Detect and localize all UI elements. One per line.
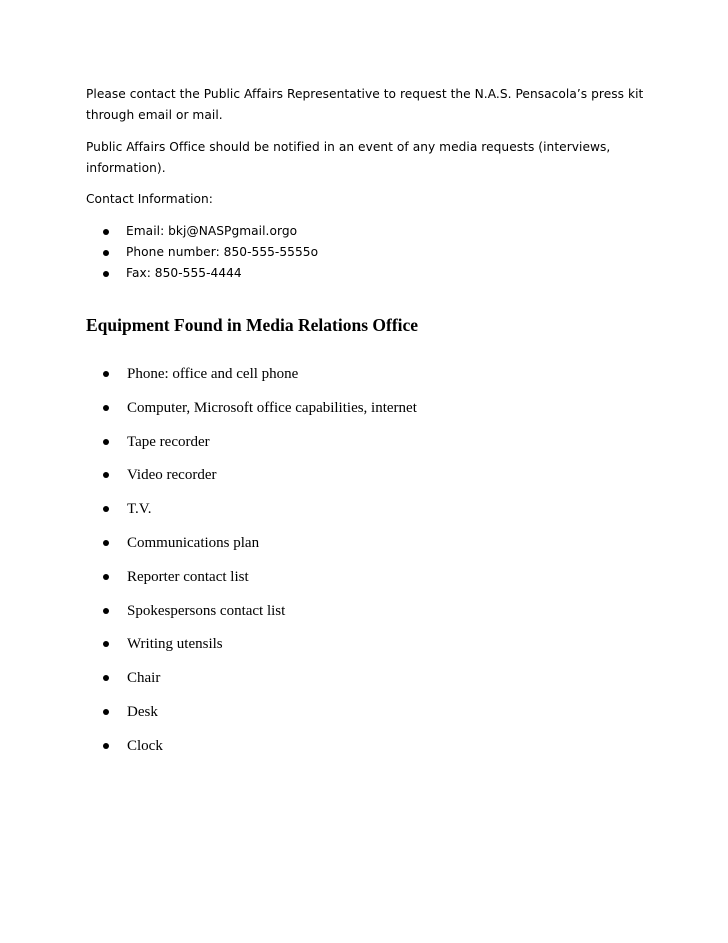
list-item (86, 532, 417, 566)
bullet-icon (103, 405, 109, 411)
list-item-text: Video recorder (127, 467, 217, 484)
list-item (86, 397, 417, 431)
list-item (86, 498, 417, 532)
bullet-icon (103, 250, 109, 256)
bullet-icon (103, 229, 109, 235)
press-kit-paragraph: Please contact the Public Affairs Representative to request the N.A.S. Pensacola’s press kit through email or mail. (86, 87, 644, 122)
bullet-icon (103, 439, 109, 445)
contact-information-label: Contact Information: (86, 192, 213, 206)
bullet-icon (103, 371, 109, 377)
bullet-icon (103, 271, 109, 277)
bullet-icon (103, 641, 109, 647)
bullet-icon (103, 506, 109, 512)
bullet-icon (103, 608, 109, 614)
bullet-icon (103, 743, 109, 749)
list-item (86, 735, 417, 769)
list-item-text: Clock (127, 737, 163, 754)
contact-phone-text: Phone number: 850-555-5555o (126, 245, 319, 259)
equipment-heading: Equipment Found in Media Relations Office (86, 315, 419, 335)
list-item (86, 633, 417, 667)
list-item (86, 701, 417, 735)
contact-fax-item (86, 263, 318, 284)
list-item-text: T.V. (127, 501, 152, 518)
list-item-text: Computer, Microsoft office capabilities, internet (127, 399, 417, 416)
bullet-icon (103, 709, 109, 715)
list-item (86, 363, 417, 397)
equipment-list (86, 363, 417, 769)
list-item (86, 667, 417, 701)
list-item (86, 464, 417, 498)
list-item-text: Tape recorder (127, 433, 210, 450)
contact-email-item (86, 221, 318, 242)
contact-list (86, 221, 318, 284)
contact-fax-text: Fax: 850-555-4444 (126, 266, 242, 280)
list-item-text: Reporter contact list (127, 568, 249, 585)
list-item (86, 431, 417, 465)
list-item-text: Chair (127, 670, 161, 687)
bullet-icon (103, 675, 109, 681)
list-item-text: Phone: office and cell phone (127, 366, 299, 382)
list-item-text: Communications plan (127, 534, 260, 551)
list-item-text: Writing utensils (127, 636, 223, 653)
bullet-icon (103, 540, 109, 546)
list-item (86, 566, 417, 600)
bullet-icon (103, 472, 109, 478)
bullet-icon (103, 574, 109, 580)
list-item (86, 600, 417, 634)
list-item-text: Desk (127, 703, 158, 720)
contact-email-text: Email: bkj@NASPgmail.orgo (126, 224, 298, 238)
media-requests-paragraph: Public Affairs Office should be notified in an event of any media requests (interviews, information). (86, 140, 611, 175)
list-item-text: Spokespersons contact list (127, 602, 286, 619)
contact-phone-item (86, 242, 318, 263)
